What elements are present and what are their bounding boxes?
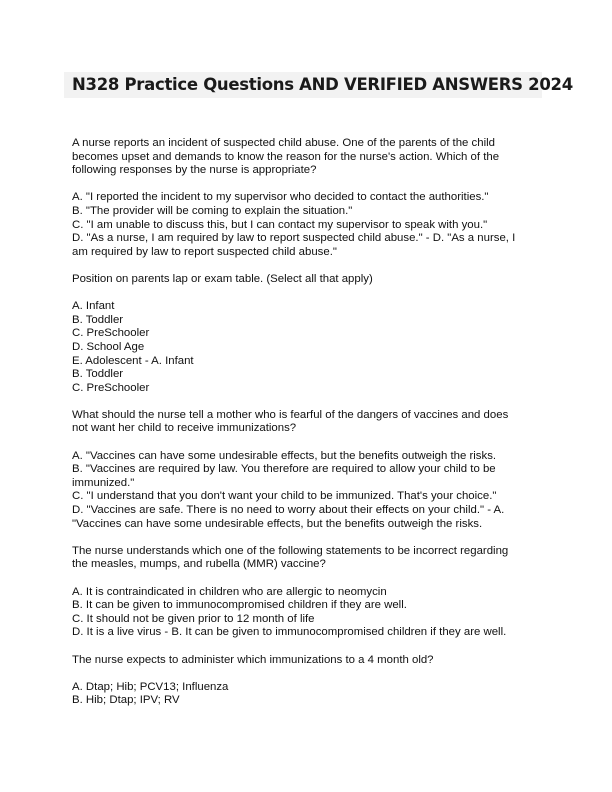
text-line: B. "Vaccines are required by law. You therefore are required to allow your child to be xyxy=(72,463,496,476)
document-body xyxy=(72,137,550,708)
text-line: The nurse expects to administer which immunizations to a 4 month old? xyxy=(72,653,434,666)
text-line: B. Toddler xyxy=(72,313,124,326)
text-line: following responses by the nurse is appropriate? xyxy=(72,164,317,177)
paragraph-gap xyxy=(72,395,550,409)
text-line: D. It is a live virus - B. It can be given to immunocompromised children if they are well. xyxy=(72,626,507,639)
text-line: A. "Vaccines can have some undesirable effects, but the benefits outweigh the risks. xyxy=(72,449,497,462)
paragraph-gap xyxy=(72,436,550,450)
text-line: D. "As a nurse, I am required by law to report suspected child abuse." - D. "As a nurse, I xyxy=(72,232,516,245)
paragraph-gap xyxy=(72,287,550,301)
text-line: C. "I understand that you don't want your child to be immunized. That's your choice." xyxy=(72,490,497,503)
text-line: A nurse reports an incident of suspected child abuse. One of the parents of the child xyxy=(72,137,495,149)
text-line: "Vaccines can have some undesirable effects, but the benefits outweigh the risks. xyxy=(72,517,483,530)
text-line: A. Dtap; Hib; PCV13; Influenza xyxy=(72,680,229,693)
text-line: A. "I reported the incident to my supervisor who decided to contact the authorities." xyxy=(72,191,489,204)
text-line: B. "The provider will be coming to explain the situation." xyxy=(72,204,353,217)
text-line: immunized." xyxy=(72,476,135,489)
text-line: Position on parents lap or exam table. (Select all that apply) xyxy=(72,272,373,285)
text-line: C. PreSchooler xyxy=(72,327,150,340)
paragraph-gap xyxy=(72,667,550,681)
text-line: C. PreSchooler xyxy=(72,381,150,394)
text-line: am required by law to report suspected child abuse." xyxy=(72,245,337,258)
paragraph-gap xyxy=(72,178,550,192)
text-line: B. Hib; Dtap; IPV; RV xyxy=(72,694,180,707)
text-line: E. Adolescent - A. Infant xyxy=(72,354,194,367)
text-line: What should the nurse tell a mother who is fearful of the dangers of vaccines and does xyxy=(72,408,509,421)
text-line: B. Toddler xyxy=(72,368,124,381)
text-line: A. It is contraindicated in children who are allergic to neomycin xyxy=(72,585,387,598)
paragraph-gap xyxy=(72,531,550,545)
text-line: C. It should not be given prior to 12 month of life xyxy=(72,612,315,625)
text-line: becomes upset and demands to know the reason for the nurse's action. Which of the xyxy=(72,150,500,163)
text-line: D. "Vaccines are safe. There is no need to worry about their effects on your child." - A. xyxy=(72,504,505,517)
text-line: The nurse understands which one of the following statements to be incorrect regarding xyxy=(72,544,509,557)
text-line: the measles, mumps, and rubella (MMR) vaccine? xyxy=(72,558,326,571)
text-line: A. Infant xyxy=(72,300,115,313)
paragraph-gap xyxy=(72,259,550,273)
paragraph-gap xyxy=(72,640,550,654)
text-line: D. School Age xyxy=(72,340,145,353)
text-line: B. It can be given to immunocompromised children if they are well. xyxy=(72,599,407,612)
document-title: N328 Practice Questions AND VERIFIED ANSWERS 2024 xyxy=(72,75,573,94)
text-line: not want her child to receive immunizations? xyxy=(72,422,297,435)
text-line: C. "I am unable to discuss this, but I can contact my supervisor to speak with you." xyxy=(72,218,488,231)
paragraph-gap xyxy=(72,572,550,586)
